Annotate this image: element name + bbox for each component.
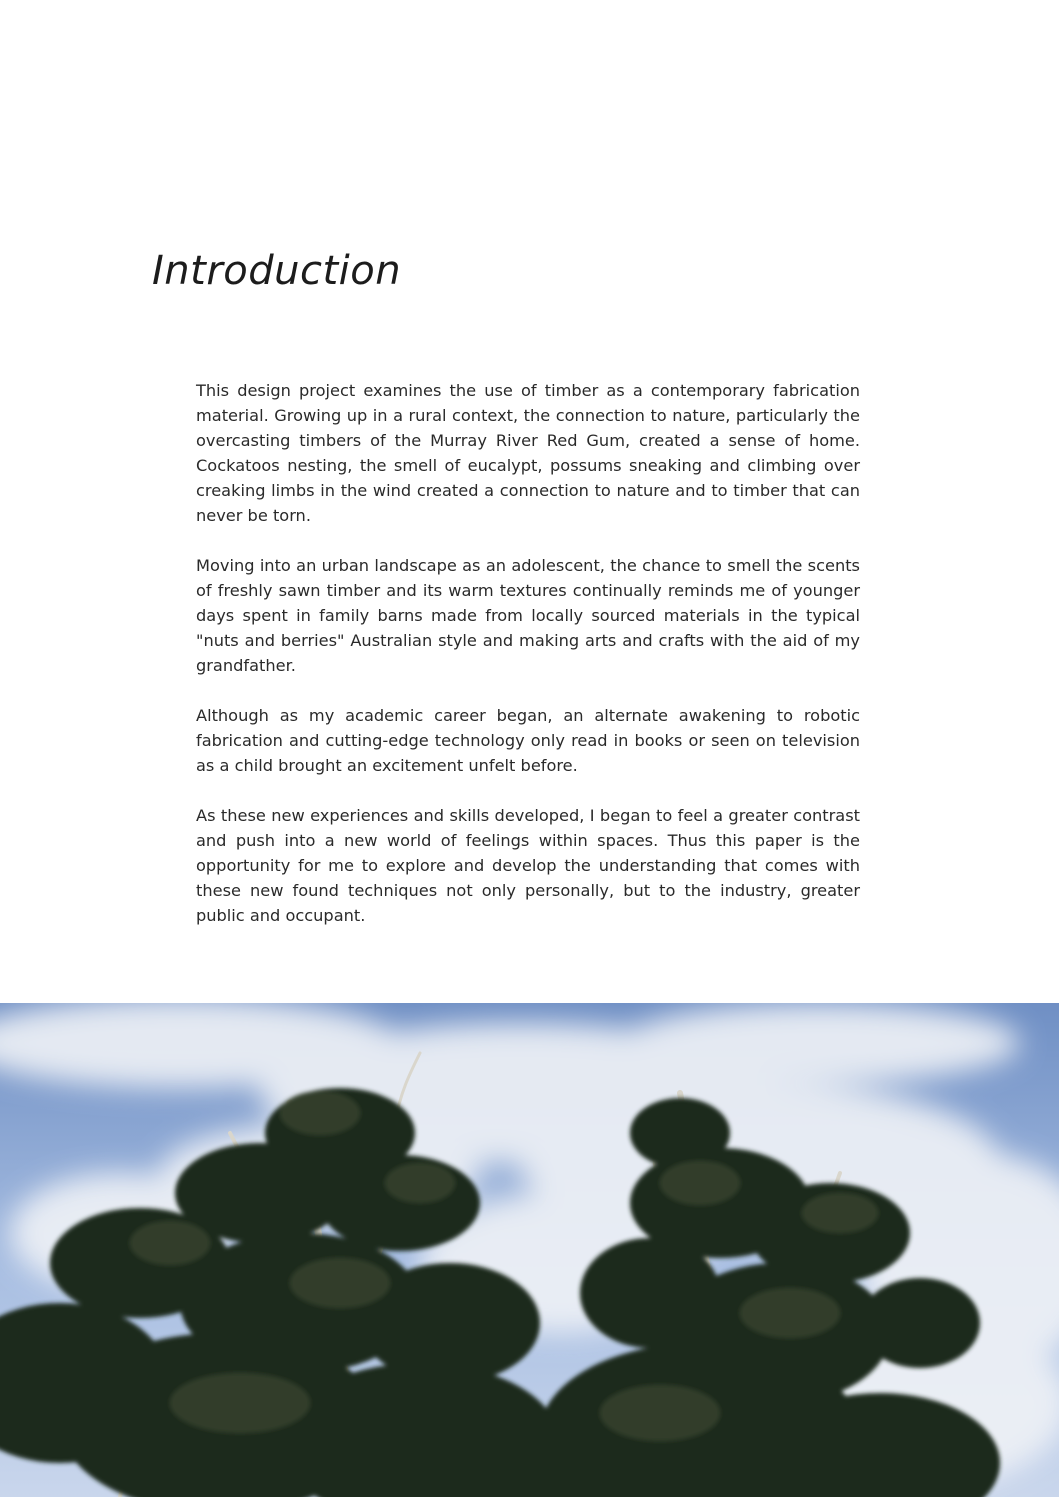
paragraph-4: As these new experiences and skills developed, I began to feel a greater contrast and push into a new world of feelings within spaces. Thus this paper is the opportunity for me to explore and develop the understanding that comes with these new found techniques not only personally, but to the industry, greater public and occupant. (196, 806, 860, 925)
body-text (196, 378, 860, 953)
paragraph-3: Although as my academic career began, an alternate awakening to robotic fabrication and cutting-edge technology only read in books or seen on television as a child brought an excitement unfelt before. (196, 706, 860, 775)
page-heading: Introduction (152, 248, 402, 294)
eucalyptus-photo (0, 1003, 1059, 1497)
paragraph-1: This design project examines the use of timber as a contemporary fabrication material. Growing up in a rural context, the connection to nature, particularly the overcasting timbers of the Murray River Red Gum, created a sense of home. Cockatoos nesting, the smell of eucalypt, possums sneaking and climbing over creaking limbs in the wind created a connection to nature and to timber that can never be torn. (196, 381, 860, 525)
paragraph-2: Moving into an urban landscape as an adolescent, the chance to smell the scents of freshly sawn timber and its warm textures continually reminds me of younger days spent in family barns made from locally sourced materials in the typical "nuts and berries" Australian style and making arts and crafts with the aid of my grandfather. (196, 556, 860, 675)
